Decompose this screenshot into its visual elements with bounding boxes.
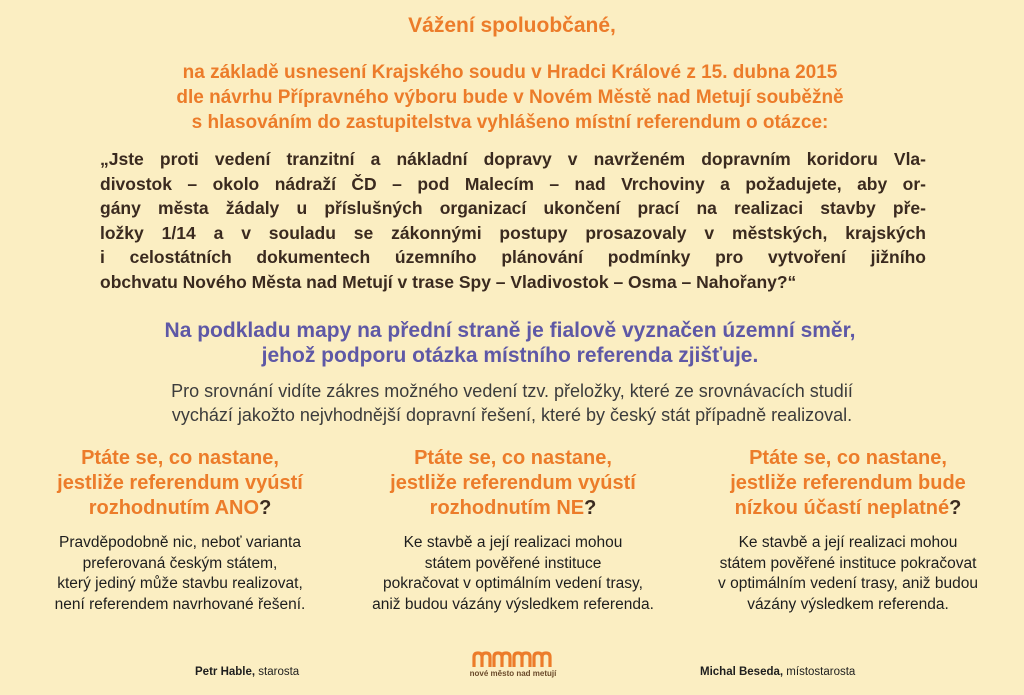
logo-caption: nové město nad metují xyxy=(469,669,557,678)
body-line: státem pověřené instituce pokračovat xyxy=(719,554,977,572)
heading-line: Ptáte se, co nastane, xyxy=(749,447,947,469)
intro-paragraph xyxy=(100,60,920,135)
town-logo-icon xyxy=(472,650,554,668)
column-no xyxy=(353,446,673,615)
body-line: vázány výsledkem referenda. xyxy=(747,595,949,613)
question-line: divostok – okolo nádraží ČD – pod Malecím – nad Vrchoviny a požadujete, aby or- xyxy=(100,173,926,194)
column-yes xyxy=(20,446,340,615)
heading-line: Ptáte se, co nastane, xyxy=(414,447,612,469)
body-line: Pravděpodobně nic, neboť varianta xyxy=(59,534,301,551)
body-line: Ke stavbě a její realizaci mohou xyxy=(403,534,623,551)
question-mark: ? xyxy=(949,497,962,519)
column-body xyxy=(20,533,340,615)
heading-line: Ptáte se, co nastane, xyxy=(81,447,279,469)
heading-text: nízkou účastí neplatné xyxy=(734,497,950,519)
question-line: „Jste proti vedení tranzitní a nákladní dopravy v navrženém dopravním koridoru Vla- xyxy=(100,149,926,169)
body-line: v optimálním vedení trasy, aniž budou xyxy=(718,575,978,592)
question-line: i celostátních dokumentech územního plánování podmínky pro vytvoření jižního xyxy=(100,247,926,268)
question-line: gány města žádaly u příslušných organizací ukončení prací na realizaci stavby pře- xyxy=(100,198,926,219)
signature-deputy xyxy=(700,666,855,678)
body-line: preferovaná českým státem, xyxy=(82,554,278,572)
heading-line: jestliže referendum vyústí xyxy=(57,472,303,494)
map-note xyxy=(80,318,940,368)
column-heading xyxy=(20,446,340,521)
intro-line: s hlasováním do zastupitelstva vyhlášeno místní referendum o otázce: xyxy=(191,112,829,133)
question-line: obchvatu Nového Města nad Metují v trase Spy – Vladivostok – Osma – Nahořany?“ xyxy=(100,271,797,292)
heading-line: jestliže referendum bude xyxy=(730,472,966,494)
intro-line: dle návrhu Přípravného výboru bude v Novém Městě nad Metují souběžně xyxy=(176,87,844,108)
body-line: pokračovat v optimálním vedení trasy, xyxy=(383,575,643,592)
intro-line: na základě usnesení Krajského soudu v Hradci Králové z 15. dubna 2015 xyxy=(182,62,838,83)
signature-mayor xyxy=(195,666,299,678)
heading-line xyxy=(20,496,340,521)
greeting: Vážení spoluobčané, xyxy=(408,14,616,37)
comparison-line: vychází jakožto nejvhodnější dopravní řešení, které by český stát případně realizoval. xyxy=(171,405,853,425)
question-mark: ? xyxy=(259,497,272,519)
referendum-question xyxy=(100,147,926,295)
column-heading xyxy=(688,446,1008,521)
heading-line xyxy=(688,496,1008,521)
signature-name: Michal Beseda, xyxy=(700,666,784,678)
map-note-line: Na podkladu mapy na přední straně je fialově vyznačen územní směr, xyxy=(164,319,856,342)
heading-text: rozhodnutím NE xyxy=(429,497,585,519)
body-line: Ke stavbě a její realizaci mohou xyxy=(738,534,958,551)
question-mark: ? xyxy=(584,497,597,519)
question-line: ložky 1/14 a v souladu se zákonnými postupy prosazovaly v městských, krajských xyxy=(100,222,926,243)
column-heading xyxy=(353,446,673,521)
heading-line: jestliže referendum vyústí xyxy=(390,472,636,494)
signature-name: Petr Hable, xyxy=(195,666,256,678)
column-body xyxy=(688,533,1008,615)
signature-role: místostarosta xyxy=(783,666,856,678)
body-line: který jediný může stavbu realizovat, xyxy=(57,575,303,592)
body-line: není referendem navrhované řešení. xyxy=(54,595,306,613)
column-invalid xyxy=(688,446,1008,615)
comparison-paragraph xyxy=(95,379,929,427)
heading-line xyxy=(353,496,673,521)
body-line: státem pověřené instituce xyxy=(424,554,602,572)
signature-role: starosta xyxy=(255,666,300,678)
map-note-line: jehož podporu otázka místního referenda zjišťuje. xyxy=(261,344,759,367)
town-logo xyxy=(458,650,568,678)
column-body xyxy=(353,533,673,615)
heading-text: rozhodnutím ANO xyxy=(88,497,260,519)
body-line: aniž budou vázány výsledkem referenda. xyxy=(372,595,654,613)
comparison-line: Pro srovnání vidíte zákres možného vedení tzv. přeložky, které ze srovnávacích studií xyxy=(171,381,853,401)
